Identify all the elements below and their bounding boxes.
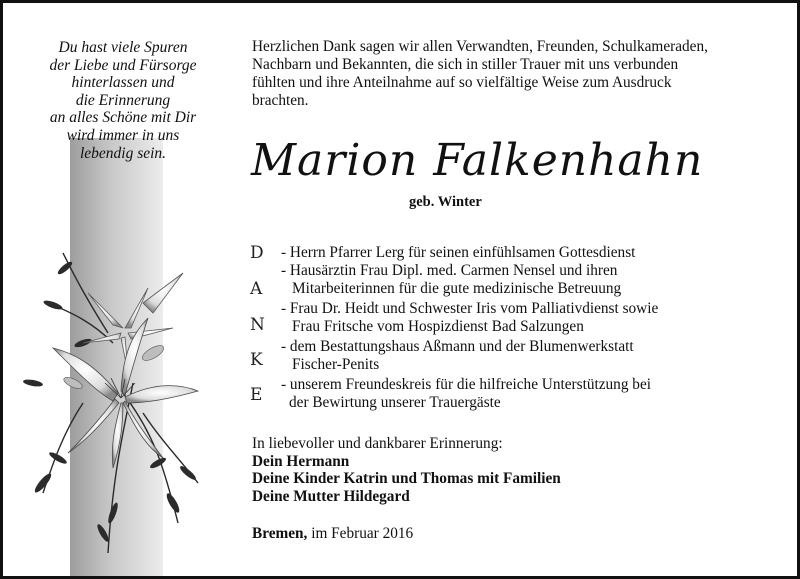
date: im Februar 2016	[307, 525, 414, 542]
intro-line: Herzlichen Dank sagen wir allen Verwandten, Freunden, Schulkameraden,	[252, 38, 708, 55]
verse-line: lebendig sein.	[79, 144, 167, 162]
danke-letter: D	[250, 243, 264, 263]
thanks-line: - dem Bestattungshaus Aßmann und der Blumenwerkstatt	[281, 338, 634, 355]
thanks-line: Fischer-Penits	[292, 356, 380, 373]
thanks-line: Frau Fritsche vom Hospizdienst Bad Salzungen	[292, 318, 584, 335]
verse-line: wird immer in uns	[66, 126, 180, 144]
verse-line: Du hast viele Spuren	[58, 39, 188, 56]
danke-letter: A	[250, 279, 263, 299]
danke-letter: E	[250, 385, 263, 405]
verse-line: an alles Schöne mit Dir	[49, 109, 197, 127]
memorial-verse	[23, 39, 223, 162]
verse-line: hinterlassen und	[71, 74, 175, 92]
thanks-line: - Frau Dr. Heidt und Schwester Iris vom Palliativdienst sowie	[281, 300, 659, 317]
thanks-line: - Hausärztin Frau Dipl. med. Carmen Nensel und ihren	[281, 262, 618, 279]
birth-name: geb. Winter	[409, 194, 482, 210]
thanks-item-friends	[281, 376, 751, 412]
closing-block	[252, 435, 732, 505]
signature-line: Deine Kinder Katrin und Thomas mit Familien	[252, 470, 561, 488]
signature-line: Deine Mutter Hildegard	[252, 487, 410, 505]
verse-line: die Erinnerung	[75, 91, 171, 109]
thanks-line: der Bewirtung unserer Trauergäste	[289, 394, 501, 411]
intro-line: fühlten und ihre Anteilnahme auf so vielfältige Weise zum Ausdruck	[252, 74, 672, 91]
intro-line: Nachbarn und Bekannten, die sich in stiller Trauer mit uns verbunden	[252, 56, 679, 73]
thanks-line: - Herrn Pfarrer Lerg für seinen einfühlsamen Gottesdienst	[281, 244, 636, 261]
deceased-name: Marion Falkenhahn	[251, 135, 704, 186]
danke-letter: N	[250, 315, 265, 335]
danke-letter: K	[250, 350, 263, 370]
thanks-item-funeral-home	[281, 338, 751, 374]
signature-line: Dein Hermann	[252, 452, 350, 470]
place-date	[252, 525, 413, 543]
thanks-item-palliative	[281, 300, 751, 336]
thanks-line: Mitarbeiterinnen für die gute medizinische Betreuung	[292, 280, 622, 297]
thanks-item-pastor	[281, 244, 751, 262]
closing-intro: In liebevoller und dankbarer Erinnerung:	[252, 435, 503, 452]
lily-flowers-illustration	[13, 233, 213, 563]
thanks-line: - unserem Freundeskreis für die hilfreiche Unterstützung bei	[281, 376, 651, 393]
verse-line: der Liebe und Fürsorge	[49, 56, 197, 74]
place-city: Bremen,	[252, 525, 308, 542]
thank-you-intro	[252, 38, 757, 110]
intro-line: brachten.	[252, 92, 309, 109]
thanks-item-doctor	[281, 262, 751, 298]
